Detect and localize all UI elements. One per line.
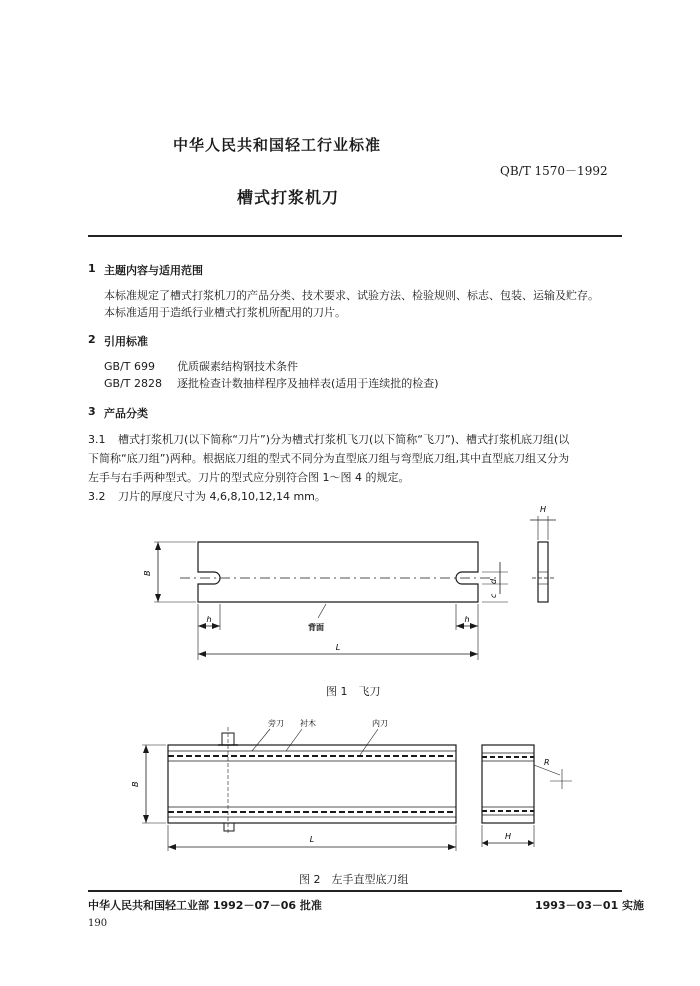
- knife-outline: [198, 542, 478, 602]
- section-2-number: 2: [88, 333, 96, 346]
- reference-code: GB/T 699: [104, 360, 155, 373]
- dim-label-H: H: [504, 832, 512, 841]
- dim-label-R: R: [544, 758, 550, 767]
- page-number: 190: [88, 918, 108, 929]
- label-inner-knife: 内刀: [372, 719, 388, 728]
- section-3-heading: 产品分类: [104, 407, 148, 420]
- dim-label-c: c: [489, 593, 498, 598]
- clause-line: 槽式打浆机刀(以下简称“刀片”)分为槽式打浆机飞刀(以下简称“飞刀”)、槽式打浆机底刀组(以: [118, 433, 570, 446]
- figure-2-bed-knife-group: [120, 715, 590, 855]
- reference-title: 优质碳素结构钢技术条件: [177, 360, 298, 373]
- figure-2-caption: 图 2 左手直型底刀组: [299, 873, 409, 886]
- issuing-organization: 中华人民共和国轻工行业标准: [173, 136, 382, 154]
- dim-label-L: L: [309, 835, 315, 844]
- label-back-side: 背面: [308, 623, 324, 632]
- section-1-paragraph: 本标准规定了槽式打浆机刀的产品分类、技术要求、试验方法、检验规则、标志、包装、运输及贮存。: [104, 289, 599, 302]
- dim-label-B: B: [131, 781, 140, 787]
- clause-line: 刀片的厚度尺寸为 4,6,8,10,12,14 mm。: [118, 490, 326, 503]
- clause-number: 3.1: [88, 433, 106, 446]
- dim-label-B: B: [143, 570, 152, 576]
- clause-line: 左手与右手两种型式。刀片的型式应分别符合图 1～图 4 的规定。: [88, 471, 410, 484]
- figure-1-fly-knife: [140, 500, 580, 665]
- approval-statement: 中华人民共和国轻工业部 1992－07－06 批准: [88, 899, 322, 912]
- section-1-paragraph: 本标准适用于造纸行业槽式打浆机所配用的刀片。: [104, 306, 346, 319]
- section-2-heading: 引用标准: [104, 335, 148, 348]
- document-title: 槽式打浆机刀: [237, 188, 340, 207]
- section-1-heading: 主题内容与适用范围: [104, 264, 203, 277]
- dim-label-d: d: [489, 578, 498, 584]
- standard-code: QB/T 1570－1992: [500, 164, 608, 178]
- footer-rule: [88, 890, 622, 892]
- clause-number: 3.2: [88, 490, 106, 503]
- clause-line: 下简称“底刀组”)两种。根据底刀组的型式不同分为直型底刀组与弯型底刀组,其中直型底刀组又分为: [88, 452, 570, 465]
- dim-label-H: H: [539, 505, 547, 514]
- header-rule: [88, 235, 622, 237]
- reference-title: 逐批检查计数抽样程序及抽样表(适用于连续批的检查): [177, 377, 439, 390]
- section-1-number: 1: [88, 262, 96, 275]
- label-liner: 衬木: [300, 719, 316, 728]
- section-3-number: 3: [88, 405, 96, 418]
- reference-code: GB/T 2828: [104, 377, 162, 390]
- dim-label-h-left: h: [206, 615, 212, 624]
- label-side-knife: 旁刀: [268, 719, 284, 728]
- implementation-date: 1993－03－01 实施: [535, 899, 645, 912]
- dim-label-h-right: h: [464, 615, 470, 624]
- figure-1-caption: 图 1 飞刀: [326, 685, 381, 698]
- dim-label-L: L: [335, 643, 341, 652]
